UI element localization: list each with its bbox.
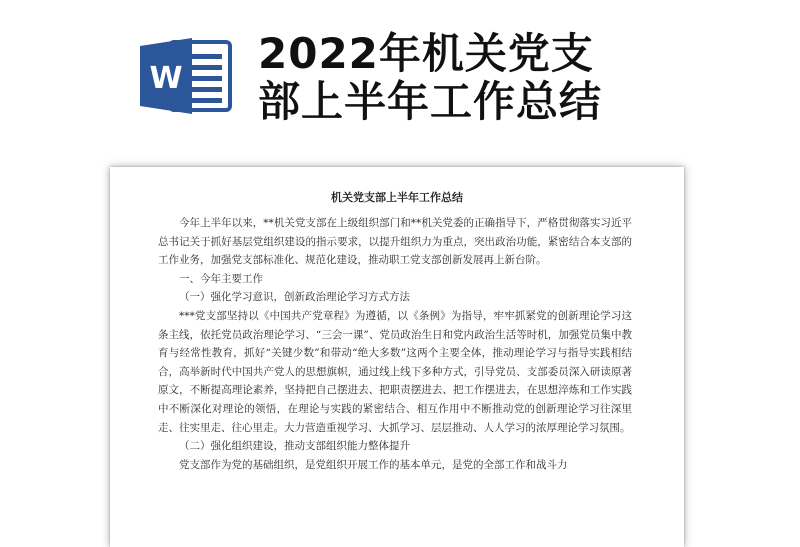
document-page bbox=[110, 167, 684, 547]
subsection-heading: （二）强化组织建设，推动支部组织能力整体提升 bbox=[179, 440, 410, 453]
subsection-heading: （一）强化学习意识，创新政治理论学习方式方法 bbox=[179, 291, 410, 304]
paragraph-organization: 党支部作为党的基础组织，是党组织开展工作的基本单元，是党的全部工作和战斗力 bbox=[179, 458, 568, 471]
page-title-line2: 部上半年工作总结 bbox=[258, 77, 603, 126]
header bbox=[0, 0, 800, 150]
section-heading: 一、今年主要工作 bbox=[179, 272, 263, 285]
word-icon bbox=[140, 36, 234, 116]
page-title bbox=[258, 30, 602, 126]
paragraph-study: ***党支部坚持以《中国共产党章程》为遵循，以《条例》为指导，牢牢抓紧党的创新理论学习这条主线，依托党员政治理论学习、“三会一课”、党员政治生日和党内政治生活等时机，加强党员集中教育与经常性教育，抓好“关键少数”和带动“绝大多数”这两个主要全体，推动理论学习与指导实践相结合，高举新时代中国共产党人的思想旗帜，通过线上线下多种方式，引导党员、支部委员深入研读原著原文，不断提高理论素养，坚持把自己摆进去、把职责摆进去、把工作摆进去，在思想淬炼和工作实践中不断深化对理论的领悟，在理论与实践的紧密结合、相互作用中不断推动党的创新理论学习往深里走、往实里走、往心里走。大力营造重视学习、大抓学习、层层推动、人人学习的浓厚理论学习氛围。 bbox=[158, 309, 632, 434]
paragraph-intro: 今年上半年以来，**机关党支部在上级组织部门和**机关党委的正确指导下，严格贯彻落实习近平总书记关于抓好基层党组织建设的指示要求，以提升组织力为重点，突出政治功能，紧密结合本支部的工作业务，加强党支部标准化、规范化建设，推动职工党支部创新发展再上新台阶。 bbox=[158, 217, 632, 267]
word-icon-letter: W bbox=[149, 61, 183, 96]
page-title-line1: 2022年机关党支 bbox=[258, 29, 594, 78]
document-title: 机关党支部上半年工作总结 bbox=[331, 191, 463, 204]
document-body bbox=[158, 214, 632, 474]
